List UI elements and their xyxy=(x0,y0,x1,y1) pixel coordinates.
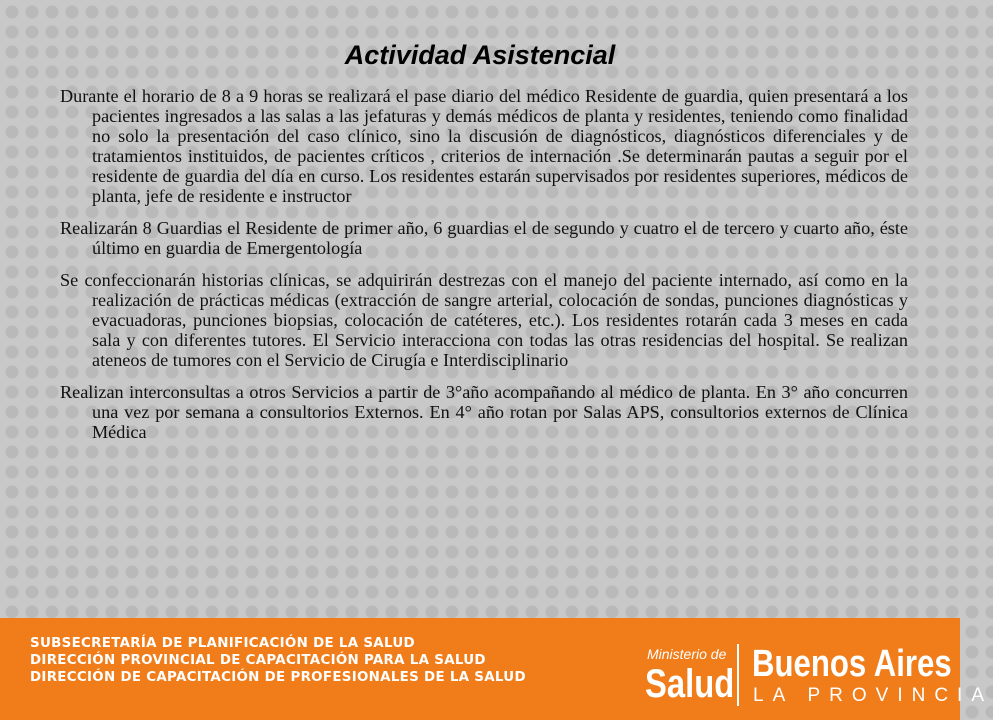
logo-divider xyxy=(737,644,739,706)
footer-line-subsecretaria: SUBSECRETARÍA DE PLANIFICACIÓN DE LA SALUD xyxy=(30,636,415,651)
footer-banner xyxy=(0,618,993,720)
footer-line-direccion-provincial: DIRECCIÓN PROVINCIAL DE CAPACITACIÓN PARA LA SALUD xyxy=(30,653,486,668)
salud-logo-text: Salud xyxy=(645,662,735,706)
footer-institution-lines xyxy=(30,635,526,686)
buenos-aires-logo-text: Buenos Aires xyxy=(752,643,952,685)
paragraph-pase-diario: Durante el horario de 8 a 9 horas se realizará el pase diario del médico Residente de guardia, quien presentará a los pacientes ingresados a las salas a las jefaturas y demás médicos de planta y residentes, teniendo como finalidad no solo la presentación del caso clínico, sino la discusión de diagnósticos, diagnósticos diferenciales y de tratamientos instituidos, de pacientes críticos , criterios de internación .Se determinarán pautas a seguir por el residente de guardia del día en curso. Los residentes estarán supervisados por residentes superiores, médicos de planta, jefe de residente e instructor xyxy=(60,86,908,206)
paragraph-interconsultas: Realizan interconsultas a otros Servicios a partir de 3°año acompañando al médico de planta. En 3° año concurren una vez por semana a consultorios Externos. En 4° año rotan por Salas APS, consultorios externos de Clínica Médica xyxy=(60,382,908,442)
paragraph-historias-clinicas: Se confeccionarán historias clínicas, se adquirirán destrezas con el manejo del paciente internado, así como en la realización de prácticas médicas (extracción de sangre arterial, colocación de sondas, punciones diagnósticas y evacuadoras, punciones biopsias, colocación de catéteres, etc.). Los residentes rotarán cada 3 meses en cada sala y con diferentes tutores. El Servicio interacciona con todas las otras residencias del hospital. Se realizan ateneos de tumores con el Servicio de Cirugía e Interdisciplinario xyxy=(60,270,908,370)
la-provincia-logo-text: LA PROVINCIA xyxy=(753,685,993,706)
ministerio-label: Ministerio de xyxy=(647,646,727,662)
slide-title: Actividad Asistencial xyxy=(344,40,616,70)
paragraph-guardias: Realizarán 8 Guardias el Residente de primer año, 6 guardias el de segundo y cuatro el de tercero y cuarto año, éste último en guardia de Emergentología xyxy=(60,218,908,258)
slide-body xyxy=(60,86,908,454)
footer-line-direccion-capacitacion: DIRECCIÓN DE CAPACITACIÓN DE PROFESIONALES DE LA SALUD xyxy=(30,670,526,685)
